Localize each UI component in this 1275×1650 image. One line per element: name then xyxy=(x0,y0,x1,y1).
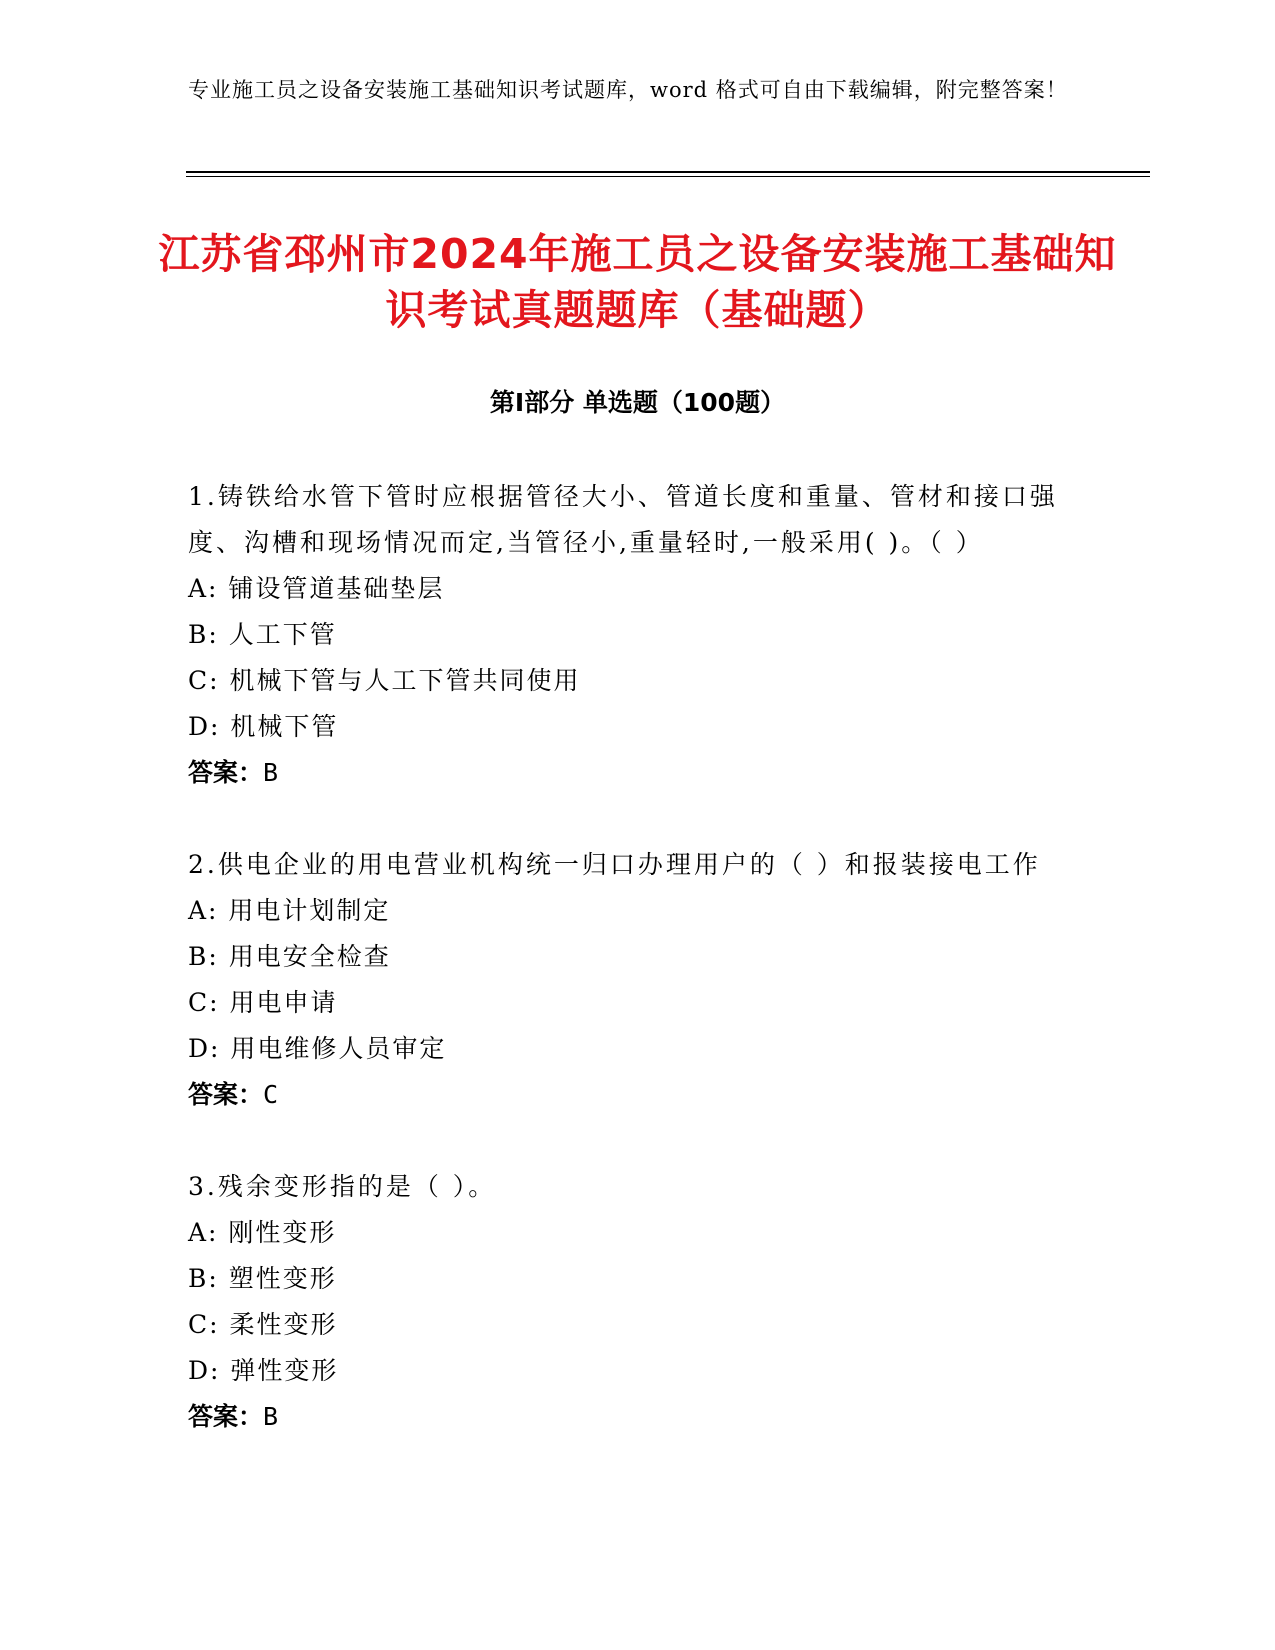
option-b: B: 人工下管 xyxy=(188,620,337,649)
option-c: C: 机械下管与人工下管共同使用 xyxy=(188,666,581,695)
option-d: D: 用电维修人员审定 xyxy=(188,1034,447,1063)
question-stem: 3.残余变形指的是（ ）。 xyxy=(188,1172,497,1201)
answer-label: 答案： xyxy=(188,758,264,787)
answer-value: C xyxy=(263,1080,279,1109)
answer-line xyxy=(188,750,1088,796)
answer-value: B xyxy=(263,1402,279,1431)
option-a: A: 刚性变形 xyxy=(188,1218,337,1247)
question-item xyxy=(188,842,1088,1118)
question-list xyxy=(188,474,1088,1486)
answer-label: 答案： xyxy=(188,1080,264,1109)
question-item xyxy=(188,1164,1088,1440)
option-c: C: 用电申请 xyxy=(188,988,338,1017)
answer-value: B xyxy=(263,758,279,787)
answer-label: 答案： xyxy=(188,1402,264,1431)
question-item xyxy=(188,474,1088,796)
section-heading: 第Ⅰ部分 单选题（100题） xyxy=(489,388,786,417)
option-d: D: 机械下管 xyxy=(188,712,339,741)
header-note: 专业施工员之设备安装施工基础知识考试题库，word 格式可自由下载编辑，附完整答案！ xyxy=(188,78,1068,102)
option-a: A: 铺设管道基础垫层 xyxy=(188,574,445,603)
option-b: B: 塑性变形 xyxy=(188,1264,337,1293)
option-a: A: 用电计划制定 xyxy=(188,896,391,925)
option-b: B: 用电安全检查 xyxy=(188,942,391,971)
answer-line xyxy=(188,1072,1088,1118)
answer-line xyxy=(188,1394,1088,1440)
option-d: D: 弹性变形 xyxy=(188,1356,339,1385)
question-stem: 2.供电企业的用电营业机构统一归口办理用户的（ ）和报装接电工作 xyxy=(188,850,1041,879)
document-title: 江苏省邳州市2024年施工员之设备安装施工基础知识考试真题题库（基础题） xyxy=(158,230,1117,334)
header-divider-thin xyxy=(186,176,1150,177)
option-c: C: 柔性变形 xyxy=(188,1310,338,1339)
header-divider-thick xyxy=(186,171,1150,173)
question-stem: 1.铸铁给水管下管时应根据管径大小、管道长度和重量、管材和接口强度、沟槽和现场情况而定,当管径小,重量轻时,一般采用( )。（ ） xyxy=(188,482,1058,557)
